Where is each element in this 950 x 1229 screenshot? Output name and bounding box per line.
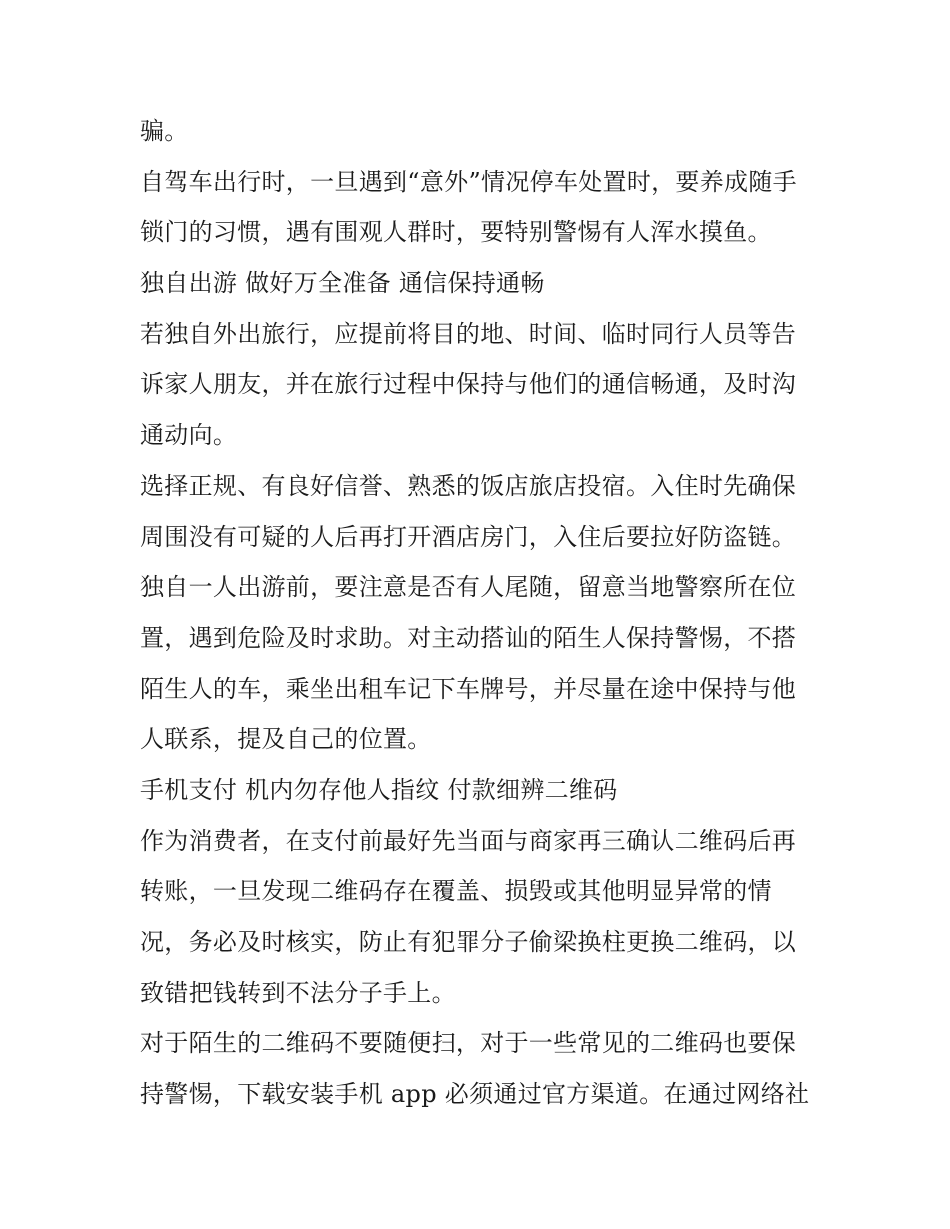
text-line: 置，遇到危险及时求助。对主动搭讪的陌生人保持警惕，不搭 (140, 623, 797, 652)
section-heading: 独自出游 做好万全准备 通信保持通畅 (140, 269, 545, 298)
text-line: 人联系，提及自己的位置。 (140, 725, 432, 754)
text-line: 骗。 (140, 117, 189, 145)
text-line: 若独自外出旅行，应提前将目的地、时间、临时同行人员等告 (140, 319, 797, 348)
text-line: 独自一人出游前，要注意是否有人尾随，留意当地警察所在位 (140, 573, 797, 602)
text-line: 诉家人朋友，并在旅行过程中保持与他们的通信畅通，及时沟 (140, 370, 797, 399)
text-line: 锁门的习惯，遇有围观人群时，要特别警惕有人浑水摸鱼。 (140, 218, 772, 247)
section-heading: 手机支付 机内勿存他人指纹 付款细辨二维码 (140, 775, 618, 804)
document-body (140, 106, 820, 1120)
text-line: 持警惕，下载安装手机 app 必须通过官方渠道。在通过网络社 (140, 1080, 810, 1109)
text-line: 况，务必及时核实，防止有犯罪分子偷梁换柱更换二维码，以 (140, 928, 797, 956)
text-line: 选择正规、有良好信誉、熟悉的饭店旅店投宿。入住时先确保 (140, 471, 797, 500)
text-line: 陌生人的车，乘坐出租车记下车牌号，并尽量在途中保持与他 (140, 674, 797, 703)
text-line: 作为消费者，在支付前最好先当面与商家再三确认二维码后再 (140, 826, 797, 855)
text-line: 自驾车出行时，一旦遇到“意外”情况停车处置时，要养成随手 (140, 167, 797, 196)
text-line: 致错把钱转到不法分子手上。 (140, 978, 456, 1007)
text-line: 周围没有可疑的人后再打开酒店房门，入住后要拉好防盗链。 (140, 522, 797, 551)
text-line: 对于陌生的二维码不要随便扫，对于一些常见的二维码也要保 (140, 1029, 797, 1058)
text-line: 转账，一旦发现二维码存在覆盖、损毁或其他明显异常的情 (140, 877, 772, 906)
text-line: 通动向。 (140, 421, 238, 450)
